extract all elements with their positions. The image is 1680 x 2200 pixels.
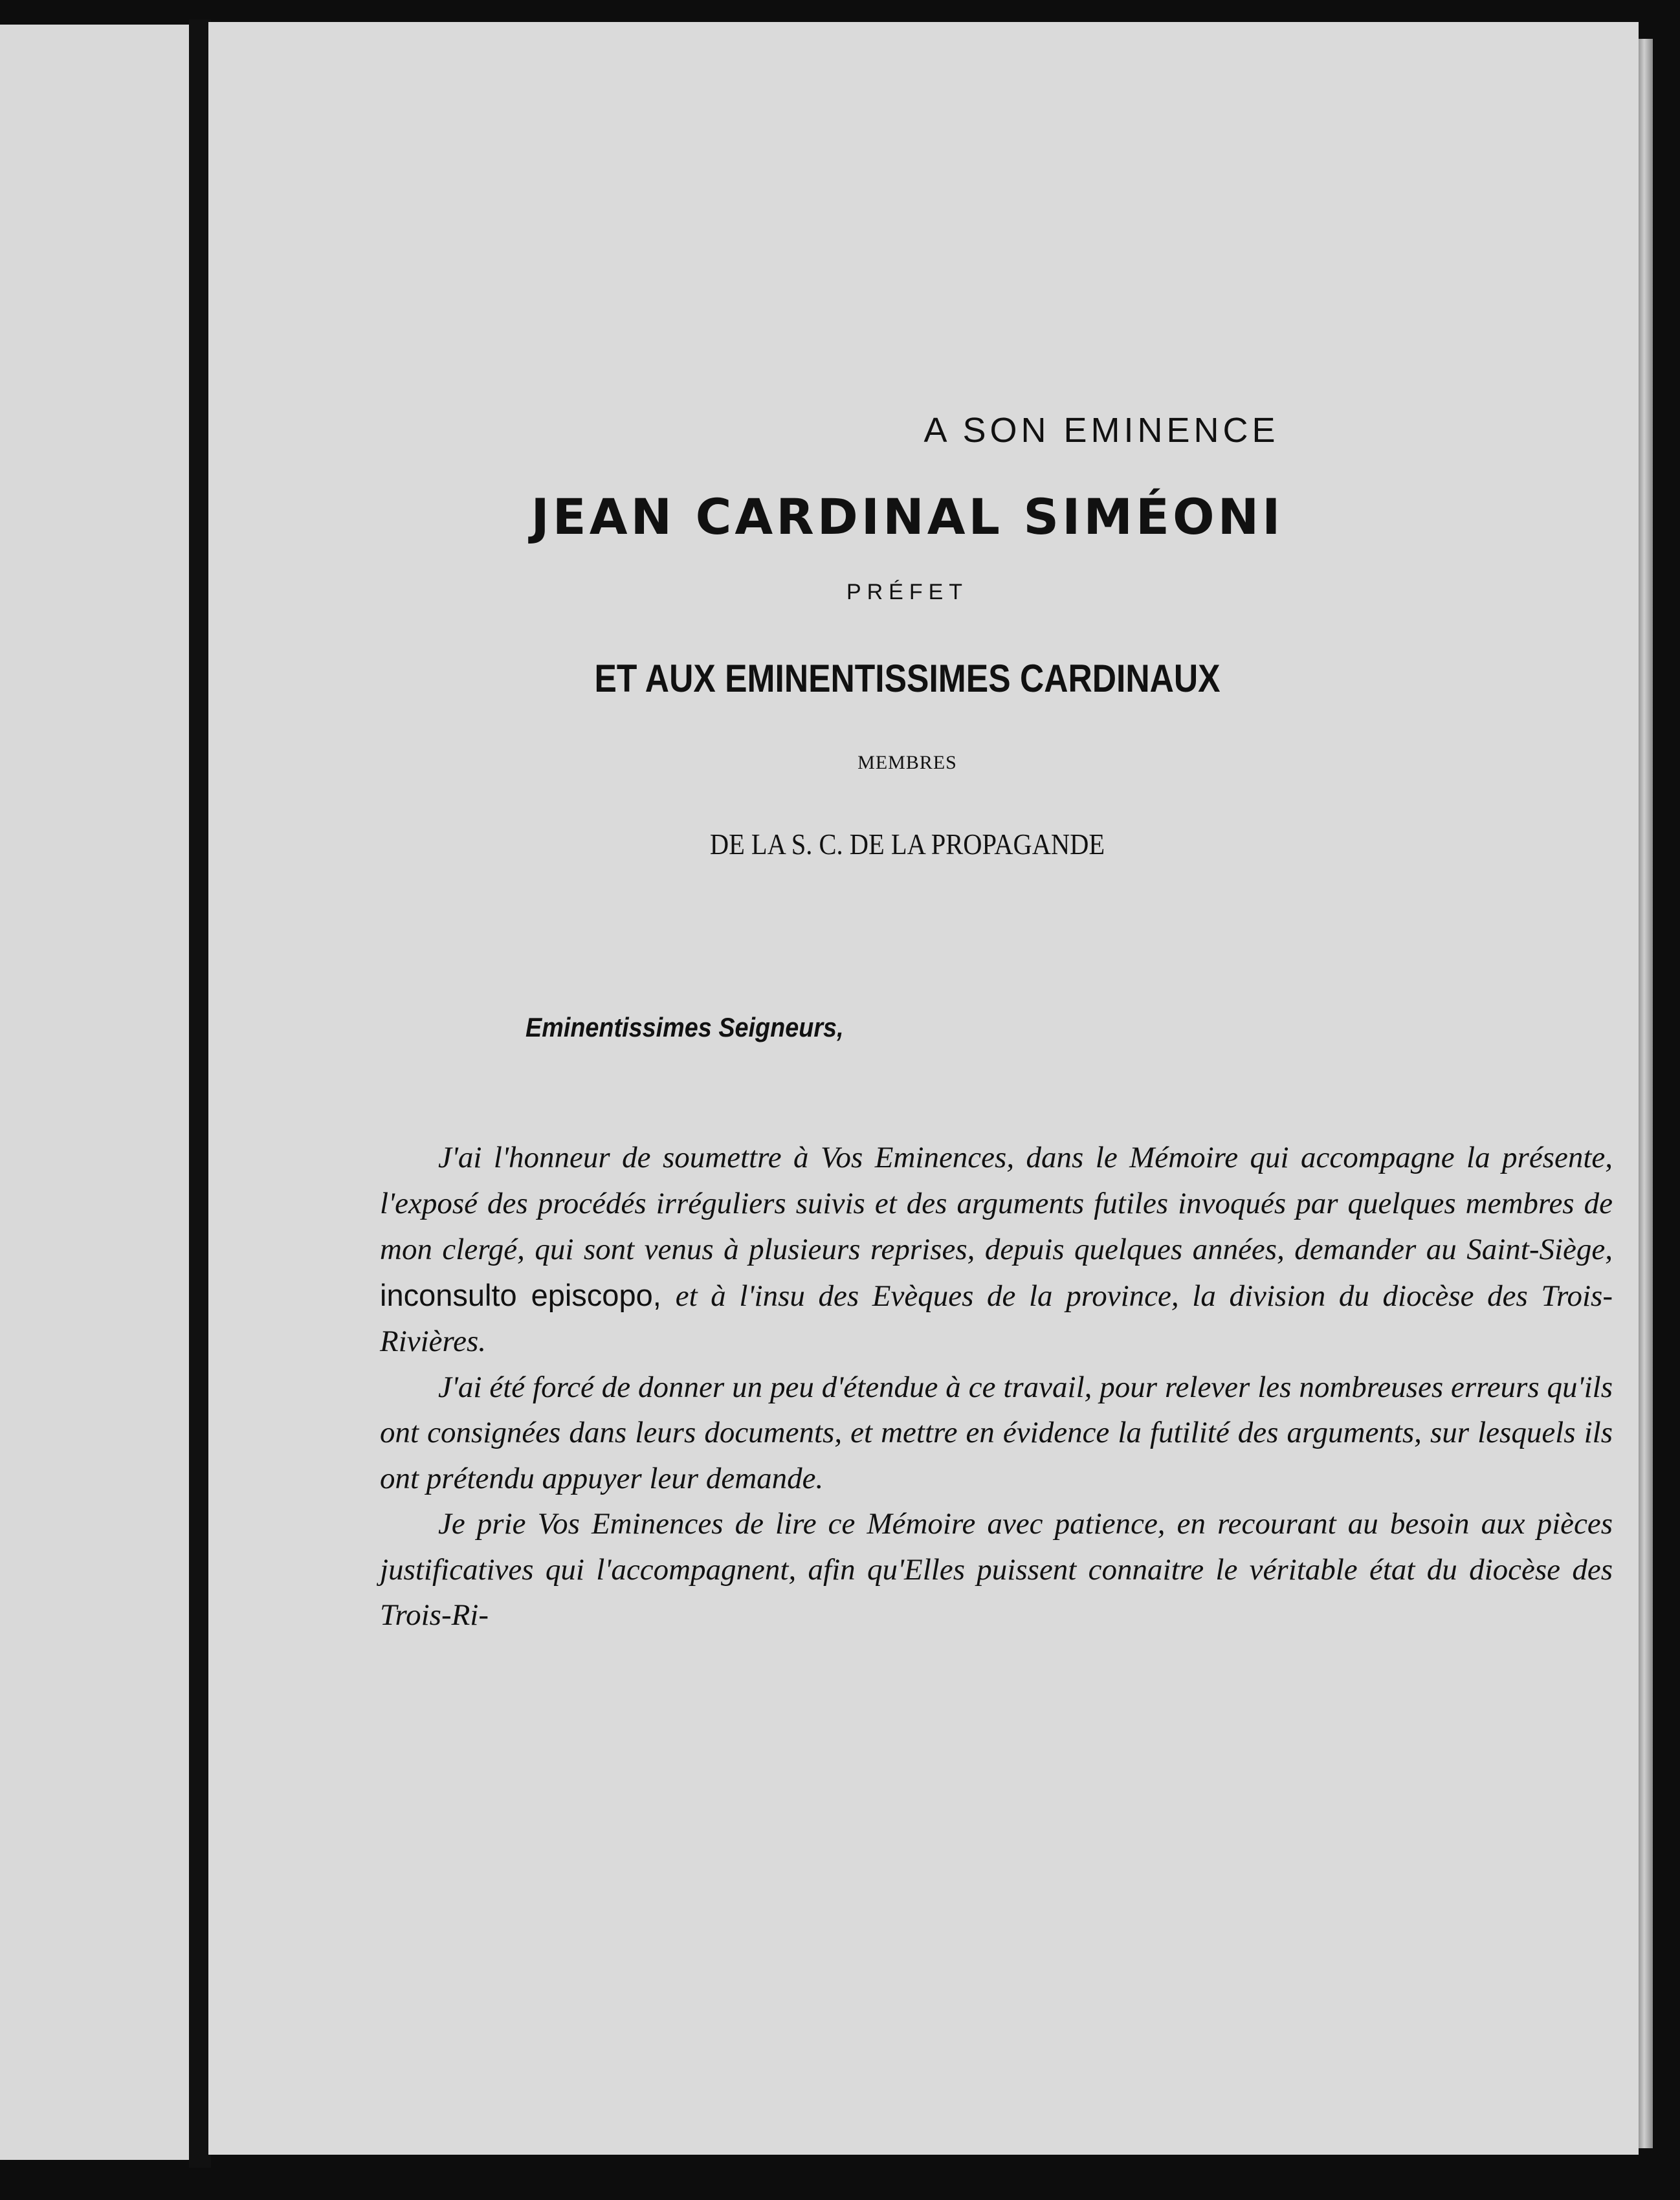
page-edge xyxy=(1639,39,1653,2148)
book-gutter xyxy=(189,19,211,2168)
dedication-prefet: PRÉFET xyxy=(846,580,969,604)
paragraph-1-after: et à l'insu des Evèques de la province, la division du diocèse des Trois-Rivières. xyxy=(380,1279,1613,1358)
dedication-cardinaux: ET AUX EMINENTISSIMES CARDINAUX xyxy=(594,657,1221,700)
dedication-membres: MEMBRES xyxy=(857,752,957,773)
dedication-line-1: A SON EMINENCE xyxy=(923,411,1279,450)
dedication-name: JEAN CARDINAL SIMÉONI xyxy=(531,488,1284,545)
right-page xyxy=(208,22,1639,2155)
paragraph-1-before: J'ai l'honneur de soumettre à Vos Eminences, dans le Mémoire qui accompagne la présente, l'exposé des procédés irréguliers suivis et des arguments futiles invoqués par quelques membres de mon clergé, qui sont venus à plusieurs reprises, depuis quelques années, demander au Saint-Siège, xyxy=(380,1141,1613,1266)
letter-body xyxy=(380,1135,1613,1638)
paragraph-1 xyxy=(380,1135,1613,1365)
greeting: Eminentissimes Seigneurs, xyxy=(525,1012,844,1042)
paragraph-2: J'ai été forcé de donner un peu d'étendue à ce travail, pour relever les nombreuses erreurs qu'ils ont consignées dans leurs documents, et mettre en évidence la futilité des arguments, sur lesquels ils ont prétendu appuyer leur demande. xyxy=(380,1370,1613,1495)
dedication-propagande: DE LA S. C. DE LA PROPAGANDE xyxy=(709,828,1105,861)
left-page xyxy=(0,25,194,2160)
paragraph-3: Je prie Vos Eminences de lire ce Mémoire avec patience, en recourant au besoin aux pièces justificatives qui l'accompagnent, afin qu'Elles puissent connaitre le véritable état du diocèse des Trois-Ri- xyxy=(380,1507,1613,1632)
paragraph-1-latin: inconsulto episcopo, xyxy=(380,1277,676,1312)
